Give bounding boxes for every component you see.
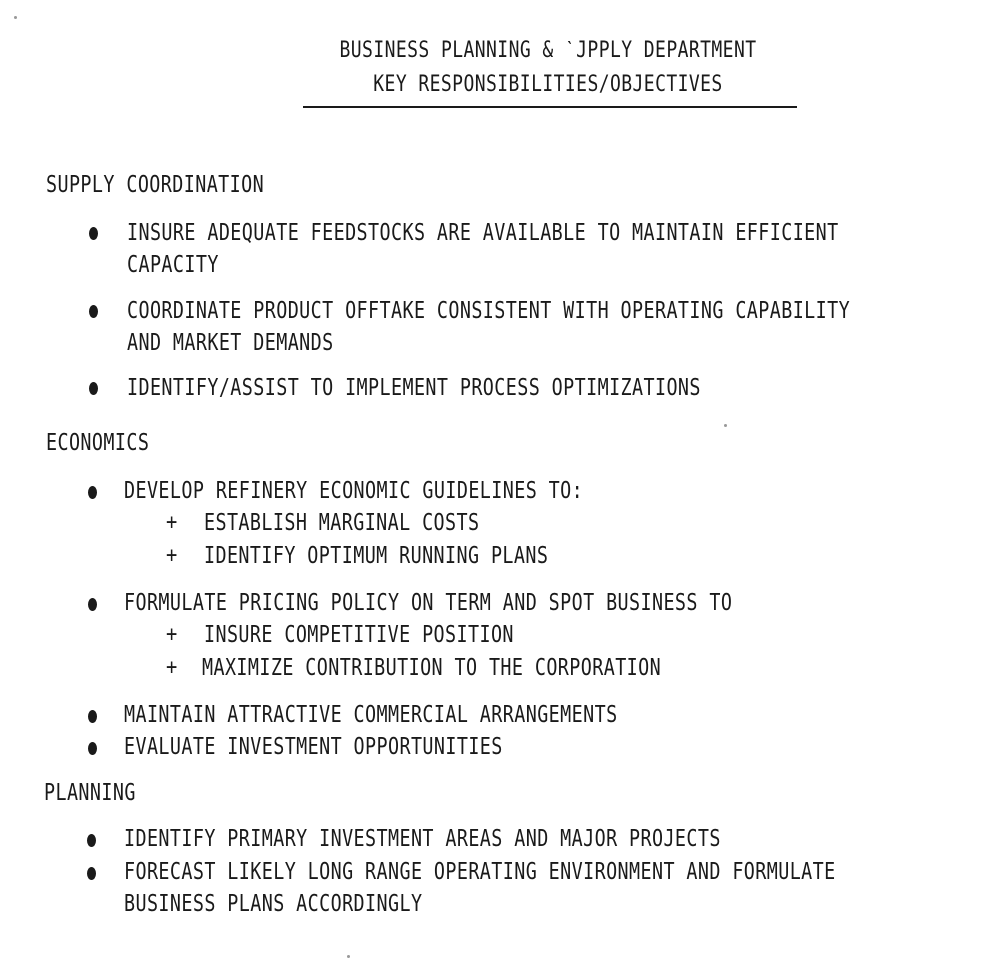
list-item-continuation: AND MARKET DEMANDS	[127, 330, 334, 356]
list-item-continuation: BUSINESS PLANS ACCORDINGLY	[124, 891, 423, 917]
bullet-icon	[89, 382, 98, 395]
bullet-icon	[88, 486, 97, 499]
bullet-icon	[87, 834, 96, 847]
sub-list-item: ESTABLISH MARGINAL COSTS	[204, 510, 480, 536]
plus-marker: +	[166, 622, 178, 647]
title-line-department: BUSINESS PLANNING & ˋJPPLY DEPARTMENT	[339, 38, 757, 63]
sub-list-item: MAXIMIZE CONTRIBUTION TO THE CORPORATION	[202, 655, 662, 681]
list-item: IDENTIFY PRIMARY INVESTMENT AREAS AND MAJOR PROJECTS	[124, 826, 721, 852]
bullet-icon	[87, 867, 96, 880]
list-item: DEVELOP REFINERY ECONOMIC GUIDELINES TO:	[124, 478, 584, 504]
list-item: INSURE ADEQUATE FEEDSTOCKS ARE AVAILABLE TO MAINTAIN EFFICIENT	[127, 220, 839, 246]
bullet-icon	[88, 710, 97, 723]
scan-speck	[14, 16, 17, 19]
section-heading-supply-coordination: SUPPLY COORDINATION	[46, 172, 265, 198]
title-line-objectives: KEY RESPONSIBILITIES/OBJECTIVES	[373, 72, 723, 97]
list-item: IDENTIFY/ASSIST TO IMPLEMENT PROCESS OPTIMIZATIONS	[127, 375, 701, 401]
scan-speck	[724, 424, 727, 427]
plus-marker: +	[166, 510, 178, 535]
list-item: MAINTAIN ATTRACTIVE COMMERCIAL ARRANGEMENTS	[124, 702, 618, 728]
list-item: COORDINATE PRODUCT OFFTAKE CONSISTENT WITH OPERATING CAPABILITY	[127, 298, 851, 324]
sub-list-item: INSURE COMPETITIVE POSITION	[204, 622, 514, 648]
list-item-continuation: CAPACITY	[127, 252, 219, 278]
plus-marker: +	[166, 543, 178, 568]
title-underline	[303, 106, 797, 108]
list-item: EVALUATE INVESTMENT OPPORTUNITIES	[124, 734, 503, 760]
scan-speck	[347, 955, 350, 958]
list-item: FORECAST LIKELY LONG RANGE OPERATING ENVIRONMENT AND FORMULATE	[124, 859, 836, 885]
sub-list-item: IDENTIFY OPTIMUM RUNNING PLANS	[204, 543, 549, 569]
section-heading-planning: PLANNING	[44, 780, 136, 806]
plus-marker: +	[166, 655, 178, 680]
section-heading-economics: ECONOMICS	[46, 430, 150, 456]
bullet-icon	[89, 227, 98, 240]
bullet-icon	[88, 598, 97, 611]
bullet-icon	[88, 742, 97, 755]
bullet-icon	[89, 305, 98, 318]
document-title	[0, 34, 1000, 102]
list-item: FORMULATE PRICING POLICY ON TERM AND SPOT BUSINESS TO	[124, 590, 733, 616]
